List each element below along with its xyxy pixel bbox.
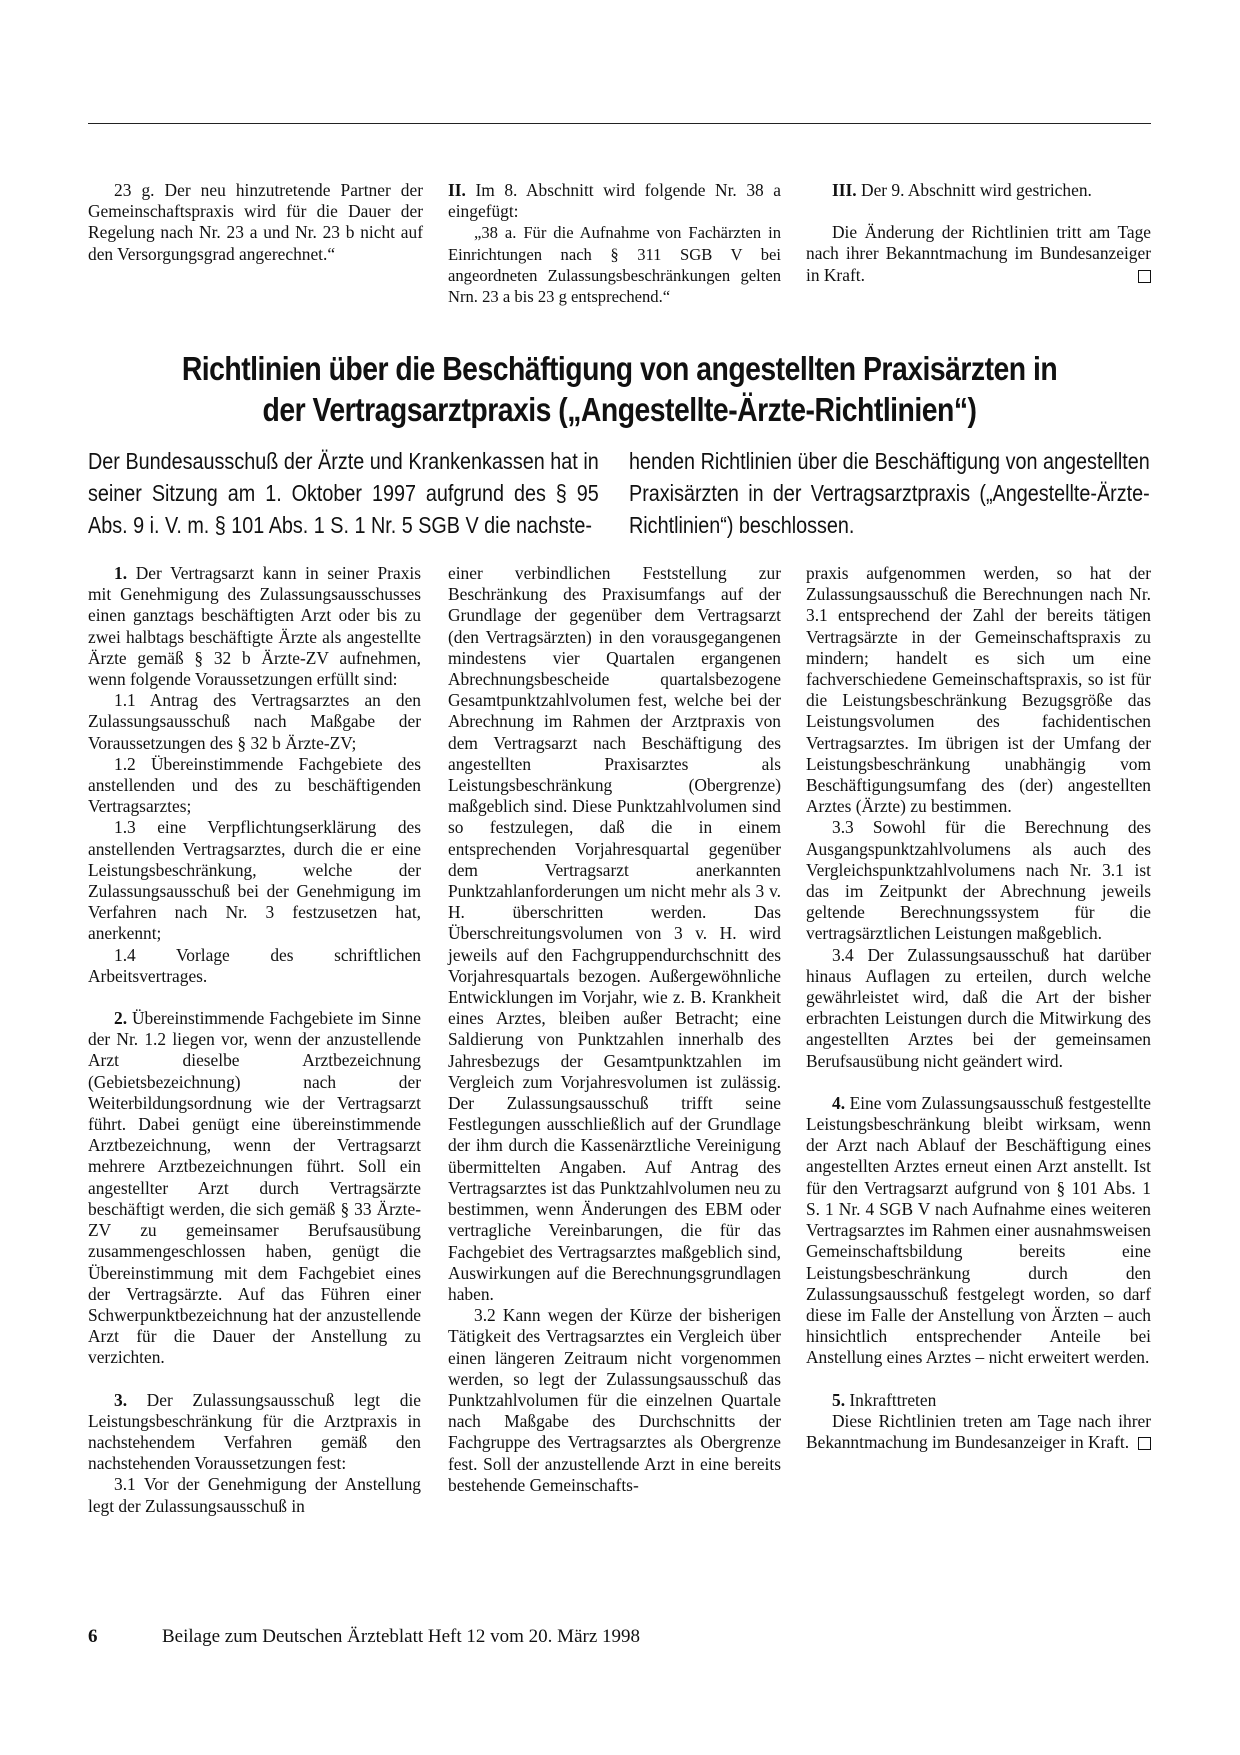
section-5-title: Inkrafttreten bbox=[845, 1389, 937, 1410]
item-3-2: 3.2 Kann wegen der Kürze der bisherigen Tätigkeit des Vertragsarztes ein Vergleich über einen längeren Zeitraum nicht vorgenommen werden, so legt der Zulassungsausschuß das Punktzahlvolumen für die einzelnen Quartale nach Maßgabe des Durchschnitts der Fachgruppe des Vertragsarztes als Obergrenze fest. Soll der anzustellende Arzt in eine bereits bestehende Gemeinschafts- bbox=[448, 1305, 781, 1495]
section-2-text: Übereinstimmende Fachgebiete im Sinne der Nr. 1.2 liegen vor, wenn der anzustellende Arzt dieselbe Arztbezeichnung (Gebietsbezeichnung) nach der Weiterbildungsordnung wie der Vertragsarzt führt. Dabei genügt eine übereinstimmende Arztbezeichnung, wenn der Vertragsarzt mehrere Arztbezeichnungen führt. Soll ein angestellter Arzt durch Vertragsärzte beschäftigt werden, die sich gemäß § 33 Ärzte-ZV zu gemeinsamer Berufsausübung zusammengeschlossen haben, genügt die Übereinstimmung mit dem Fachgebiet eines der Vertragsärzte. Auf das Führen einer Schwerpunktbezeichnung hat der anzustellende Arzt für die Dauer der Anstellung zu verzichten. bbox=[88, 1008, 421, 1368]
end-box-icon bbox=[1138, 270, 1151, 283]
section-4-number: 4. bbox=[832, 1092, 846, 1113]
section-II-text: Im 8. Abschnitt wird folgende Nr. 38 a eingefügt: bbox=[448, 180, 781, 222]
page-footer bbox=[88, 1625, 988, 1649]
item-1-1: 1.1 Antrag des Vertragsarztes an den Zulassungsausschuß nach Maßgabe der Voraussetzungen des § 32 b Ärzte-ZV; bbox=[88, 690, 421, 753]
section-III bbox=[806, 180, 1151, 201]
section-4 bbox=[806, 1093, 1151, 1369]
quote-38a: „38 a. Für die Aufnahme von Fachärzten in Einrichtungen nach § 311 SGB V bei angeordneten Zulassungsbeschränkungen gelten Nrn. 23 a bis 23 g entsprechend.“ bbox=[448, 223, 781, 307]
section-III-text: Der 9. Abschnitt wird gestrichen. bbox=[856, 180, 1092, 200]
section-4-text: Eine vom Zulassungsausschuß festgestellte Leistungsbeschränkung bleibt wirksam, wenn der Arzt nach Ablauf der Beschäftigung eines angestellten Arztes erneut einen Arzt anstellt. Ist für den Vertragsarzt aufgrund von § 101 Abs. 1 S. 1 Nr. 4 SGB V nach Aufnahme eines weiteren Vertragsarztes im Rahmen einer ausnahmsweisen Gemeinschaftsbildung bereits eine Leistungsbeschränkung durch den Zulassungsausschuß festgelegt worden, so darf diese im Falle der Anstellung von Ärzten – auch hinsichtlich entsprechender Anteile bei Anstellung eines Arztes – nicht erweitert werden. bbox=[806, 1092, 1151, 1368]
section-2-number: 2. bbox=[114, 1008, 128, 1029]
top-column-3 bbox=[806, 180, 1151, 286]
page-number: 6 bbox=[88, 1626, 98, 1647]
top-column-2 bbox=[448, 180, 781, 307]
item-3-4: 3.4 Der Zulassungsausschuß hat darüber hinaus Auflagen zu erteilen, durch welche gewährleistet wird, daß die Art der bisher erbrachten Leistungen durch die Mitwirkung des angestellten Arztes bei der gemeinsamen Berufsausübung nicht geändert wird. bbox=[806, 944, 1151, 1071]
section-5-body bbox=[806, 1411, 1151, 1453]
section-II-number: II. bbox=[448, 180, 466, 200]
top-column-1 bbox=[88, 180, 423, 265]
item-3-3: 3.3 Sowohl für die Berechnung des Ausgangspunktzahlvolumens als auch des Vergleichspunktzahlvolumens nach Nr. 3.1 ist das im Zeitpunkt der Abrechnung jeweils geltende Berechnungssystem für die vertragsärztlichen Leistungen maßgeblich. bbox=[806, 817, 1151, 944]
closing-text: Die Änderung der Richtlinien tritt am Tage nach ihrer Bekanntmachung im Bundesanzeiger in Kraft. bbox=[806, 222, 1151, 285]
section-II bbox=[448, 180, 781, 222]
section-1 bbox=[88, 563, 421, 690]
body-column-2 bbox=[448, 563, 781, 1496]
publication-source: Beilage zum Deutschen Ärzteblatt Heft 12 vom 20. März 1998 bbox=[162, 1626, 641, 1647]
intro-right bbox=[629, 445, 1151, 541]
section-3 bbox=[88, 1390, 421, 1475]
section-III-number: III. bbox=[832, 180, 857, 200]
item-1-4: 1.4 Vorlage des schriftlichen Arbeitsvertrages. bbox=[88, 944, 421, 986]
body-column-1 bbox=[88, 563, 421, 1517]
end-box-icon bbox=[1138, 1437, 1151, 1450]
intro-right-text: henden Richtlinien über die Beschäftigung von angestellten Praxisärzten in der Vertragsarztpraxis („Angestellte-Ärzte-Richtlinien“) beschlossen. bbox=[629, 448, 1150, 538]
item-1-3: 1.3 eine Verpflichtungserklärung des anstellenden Vertragsarztes, durch die er eine Leistungsbeschränkung, welche der Zulassungsausschuß bei der Genehmigung im Verfahren nach Nr. 3 festzusetzen hat, anerkennt; bbox=[88, 817, 421, 944]
intro-left-text: Der Bundesausschuß der Ärzte und Krankenkassen hat in seiner Sitzung am 1. Oktober 1997 aufgrund des § 95 Abs. 9 i. V. m. § 101 Abs. 1 S. 1 Nr. 5 SGB V die nachste- bbox=[88, 448, 599, 538]
section-5-heading bbox=[806, 1390, 1151, 1411]
item-1-2: 1.2 Übereinstimmende Fachgebiete des anstellenden und des zu beschäftigenden Vertragsarztes; bbox=[88, 753, 421, 817]
paragraph-23g: 23 g. Der neu hinzutretende Partner der Gemeinschaftspraxis wird für die Dauer der Regelung nach Nr. 23 a und Nr. 23 b nicht auf den Versorgungsgrad angerechnet.“ bbox=[88, 180, 423, 264]
intro-left bbox=[88, 445, 600, 541]
section-1-text: Der Vertragsarzt kann in seiner Praxis mit Genehmigung des Zulassungsausschusses einen ganztags beschäftigten Arzt oder bis zu zwei halbtags beschäftigte Ärzte als angestellte Ärzte gemäß § 32 b Ärzte-ZV aufnehmen, wenn folgende Voraussetzungen erfüllt sind: bbox=[88, 563, 421, 690]
section-3-number: 3. bbox=[114, 1389, 128, 1410]
item-3-2-continued: praxis aufgenommen werden, so hat der Zulassungsausschuß die Berechnungen nach Nr. 3.1 entsprechend der Zahl der bereits tätigen Vertragsärzte in der Gemeinschaftspraxis zu mindern; handelt es sich um eine fachverschiedene Gemeinschaftspraxis, so ist für die Leistungsbeschränkung Bezugsgröße das Leistungsvolumen des fachidentischen Vertragsarztes. Im übrigen ist der Umfang der Leistungsbeschränkung unabhängig vom Beschäftigungsumfang des (der) angestellten Arztes (Ärzte) zu bestimmen. bbox=[806, 563, 1151, 817]
closing-paragraph bbox=[806, 222, 1151, 286]
section-1-number: 1. bbox=[114, 563, 128, 583]
top-rule bbox=[88, 123, 1151, 124]
section-5-text: Diese Richtlinien treten am Tage nach ihrer Bekanntmachung im Bundesanzeiger in Kraft. bbox=[806, 1410, 1151, 1452]
article-title: Richtlinien über die Beschäftigung von angestellten Praxisärzten in der Vertragsarztpraxis („Angestellte-Ärzte-Richtlinien“) bbox=[181, 350, 1058, 428]
section-3-text: Der Zulassungsausschuß legt die Leistungsbeschränkung für die Arztpraxis in nachstehendem Verfahren gemäß den nachstehenden Voraussetzungen fest: bbox=[88, 1389, 421, 1474]
body-column-3 bbox=[806, 563, 1151, 1453]
item-3-1-start: 3.1 Vor der Genehmigung der Anstellung legt der Zulassungsausschuß in bbox=[88, 1474, 421, 1516]
item-3-1-continued: einer verbindlichen Feststellung zur Beschränkung des Praxisumfangs auf der Grundlage der gegenüber dem Vertragsarzt (den Vertragsärzten) in den vorausgegangenen mindestens vier Quartalen ergangenen Abrechnungsbescheide quartalsbezogene Gesamtpunktzahlvolumen fest, welche bei der Abrechnung im Rahmen der Arztpraxis von dem Vertragsarzt nach Beschäftigung des angestellten Praxisarztes als Leistungsbeschränkung (Obergrenze) maßgeblich sind. Diese Punktzahlvolumen sind so festzulegen, daß die in einem entsprechenden Vorjahresquartal gegenüber dem Vertragsarzt anerkannten Punktzahlanforderungen um nicht mehr als 3 v. H. überschritten werden. Das Überschreitungsvolumen von 3 v. H. wird jeweils auf den Fachgruppendurchschnitt des Vorjahresquartals bezogen. Außergewöhnliche Entwicklungen im Vorjahr, wie z. B. Krankheit eines Arztes, bleiben außer Betracht; eine Saldierung von Punktzahlen innerhalb des Jahresbezugs der Gesamtpunktzahlen im Vergleich zum Vorjahresvolumen ist zulässig. Der Zulassungsausschuß trifft seine Festlegungen ausschließlich auf der Grundlage der ihm durch die Kassenärztliche Vereinigung übermittelten Angaben. Auf Antrag des Vertragsarztes ist das Punktzahlvolumen neu zu bestimmen, wenn Änderungen des EBM oder vertragliche Vereinbarungen, die für das Fachgebiet des Vertragsarztes maßgeblich sind, Auswirkungen auf die Berechnungsgrundlagen haben. bbox=[448, 563, 781, 1304]
section-5-number: 5. bbox=[832, 1389, 846, 1410]
section-2 bbox=[88, 1008, 421, 1368]
